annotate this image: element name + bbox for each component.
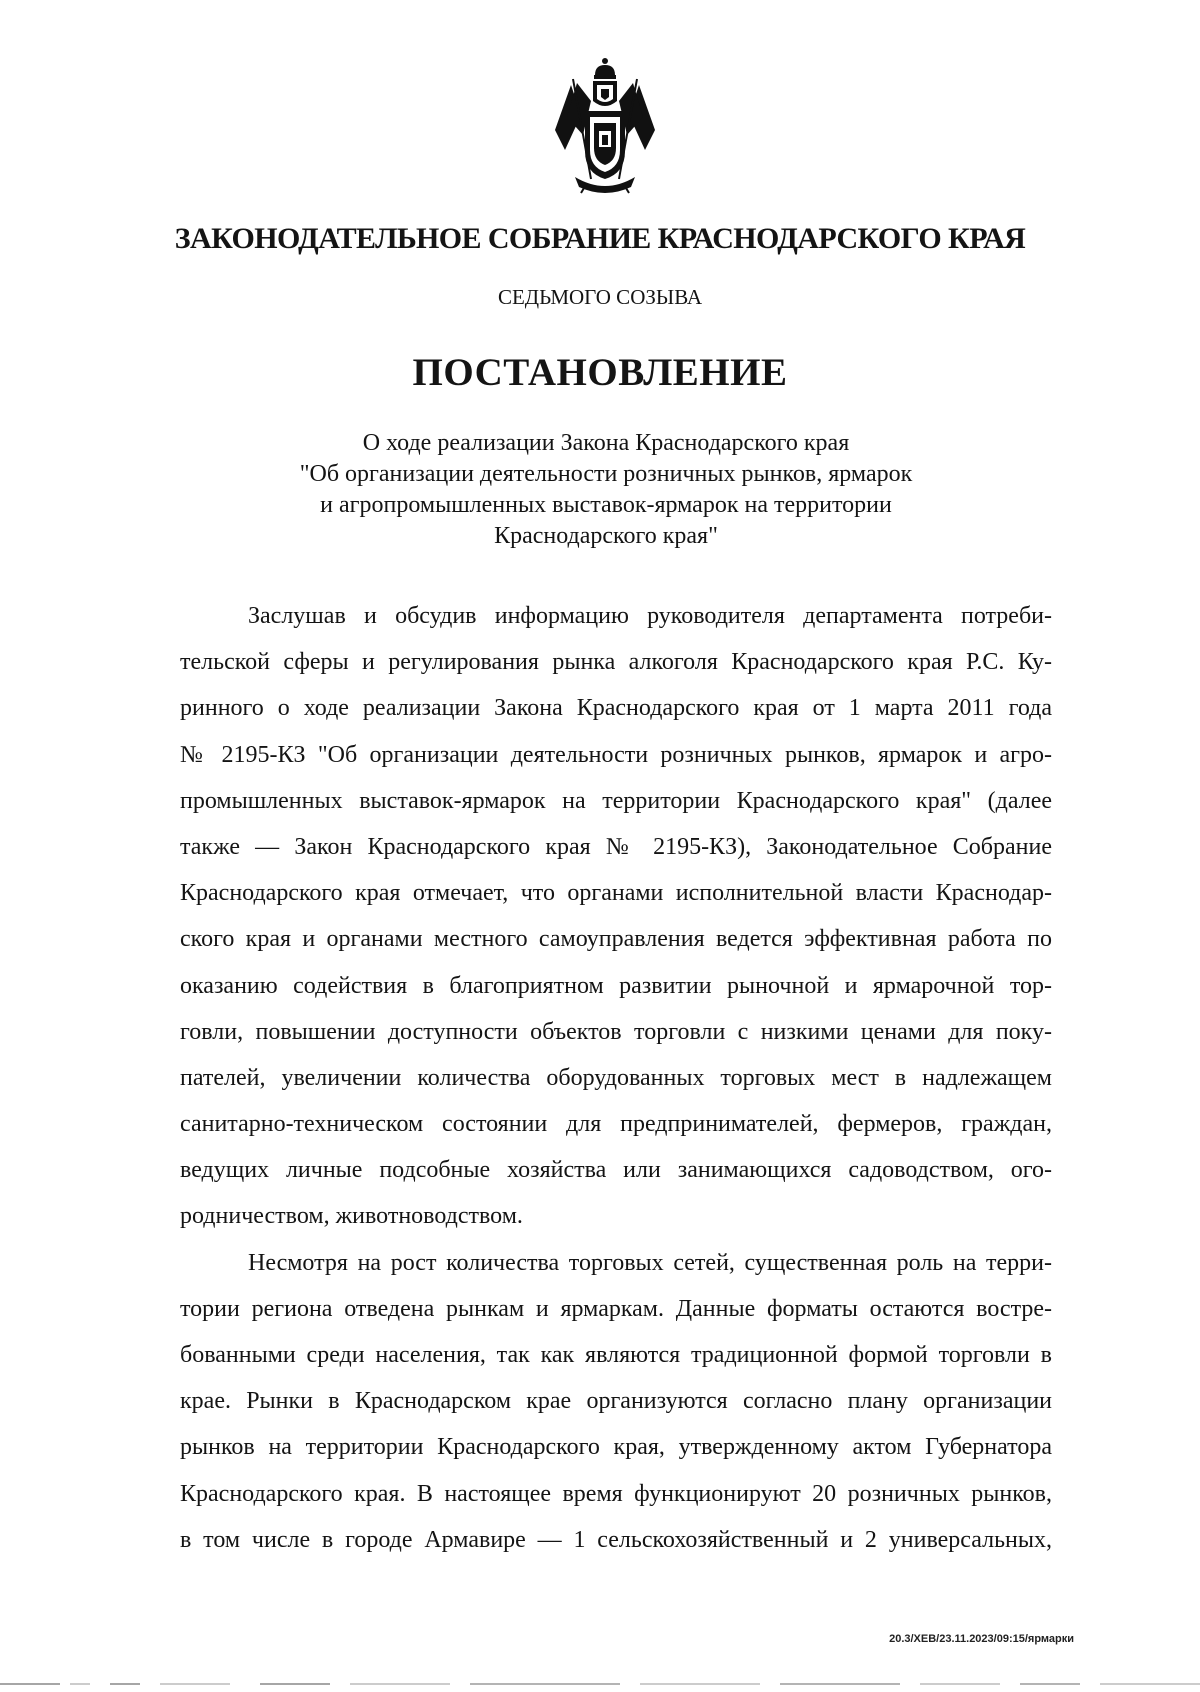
paragraph-line: пателей, увеличении количества оборудованных торговых мест в надлежащем	[180, 1064, 1052, 1091]
paragraph-line: ского края и органами местного самоуправления ведется эффективная работа по	[180, 926, 1052, 953]
paragraph-line: тельской сферы и регулирования рынка алкоголя Краснодарского края Р.С. Ку-	[180, 649, 1052, 676]
subject-line: О ходе реализации Закона Краснодарского края	[362, 430, 850, 456]
paragraph-line: № 2195-КЗ "Об организации деятельности розничных рынков, ярмарок и агро-	[180, 741, 1052, 768]
paragraph-line: Краснодарского края. В настоящее время функционируют 20 розничных рынков,	[180, 1480, 1052, 1507]
paragraph-1	[180, 593, 1052, 1240]
paragraph-line: крае. Рынки в Краснодарском крае организуются согласно плану организации	[180, 1388, 1052, 1415]
paragraph-line: в том числе в городе Армавире — 1 сельскохозяйственный и 2 универсальных,	[180, 1526, 1052, 1553]
paragraph-line: также — Закон Краснодарского края № 2195-КЗ), Законодательное Собрание	[180, 833, 1052, 860]
subject-line: Краснодарского края"	[494, 523, 718, 549]
document-subject	[210, 428, 1002, 552]
paragraph-line: бованными среди населения, так как являются традиционной формой торговли в	[180, 1342, 1052, 1368]
paragraph-line: ведущих личные подсобные хозяйства или занимающихся садоводством, ого-	[180, 1157, 1052, 1184]
paragraph-line: родничеством, животноводством.	[180, 1203, 523, 1230]
organization-name: ЗАКОНОДАТЕЛЬНОЕ СОБРАНИЕ КРАСНОДАРСКОГО КРАЯ	[174, 222, 1026, 255]
paragraph-line: тории региона отведена рынкам и ярмаркам. Данные форматы остаются востре-	[180, 1295, 1052, 1322]
paragraph-line: Краснодарского края отмечает, что органами исполнительной власти Краснодар-	[180, 880, 1052, 907]
scan-edge-artifact	[0, 1676, 1200, 1692]
paragraph-2	[180, 1240, 1052, 1563]
document-code: 20.3/ХЕВ/23.11.2023/09:15/ярмарки	[889, 1633, 1074, 1645]
subject-line: и агропромышленных выставок-ярмарок на территории	[320, 492, 892, 518]
convocation: СЕДЬМОГО СОЗЫВА	[497, 285, 703, 309]
paragraph-line: санитарно-техническом состоянии для предпринимателей, фермеров, граждан,	[180, 1111, 1052, 1138]
paragraph-line: оказанию содействия в благоприятном развитии рыночной и ярмарочной тор-	[180, 972, 1052, 999]
paragraph-line: промышленных выставок-ярмарок на территории Краснодарского края" (далее	[180, 787, 1052, 814]
paragraph-line: ринного о ходе реализации Закона Краснодарского края от 1 марта 2011 года	[180, 695, 1052, 722]
document-type-title: ПОСТАНОВЛЕНИЕ	[412, 351, 788, 394]
paragraph-line: рынков на территории Краснодарского края, утвержденному актом Губернатора	[180, 1434, 1052, 1461]
subject-line: "Об организации деятельности розничных рынков, ярмарок	[299, 461, 913, 487]
paragraph-line: говли, повышении доступности объектов торговли с низкими ценами для поку-	[180, 1018, 1052, 1045]
coat-of-arms-icon	[547, 55, 663, 195]
paragraph-line: Заслушав и обсудив информацию руководителя департамента потреби-	[248, 603, 1052, 629]
paragraph-line: Несмотря на рост количества торговых сетей, существенная роль на терри-	[248, 1249, 1052, 1276]
document-body	[180, 593, 1052, 1563]
